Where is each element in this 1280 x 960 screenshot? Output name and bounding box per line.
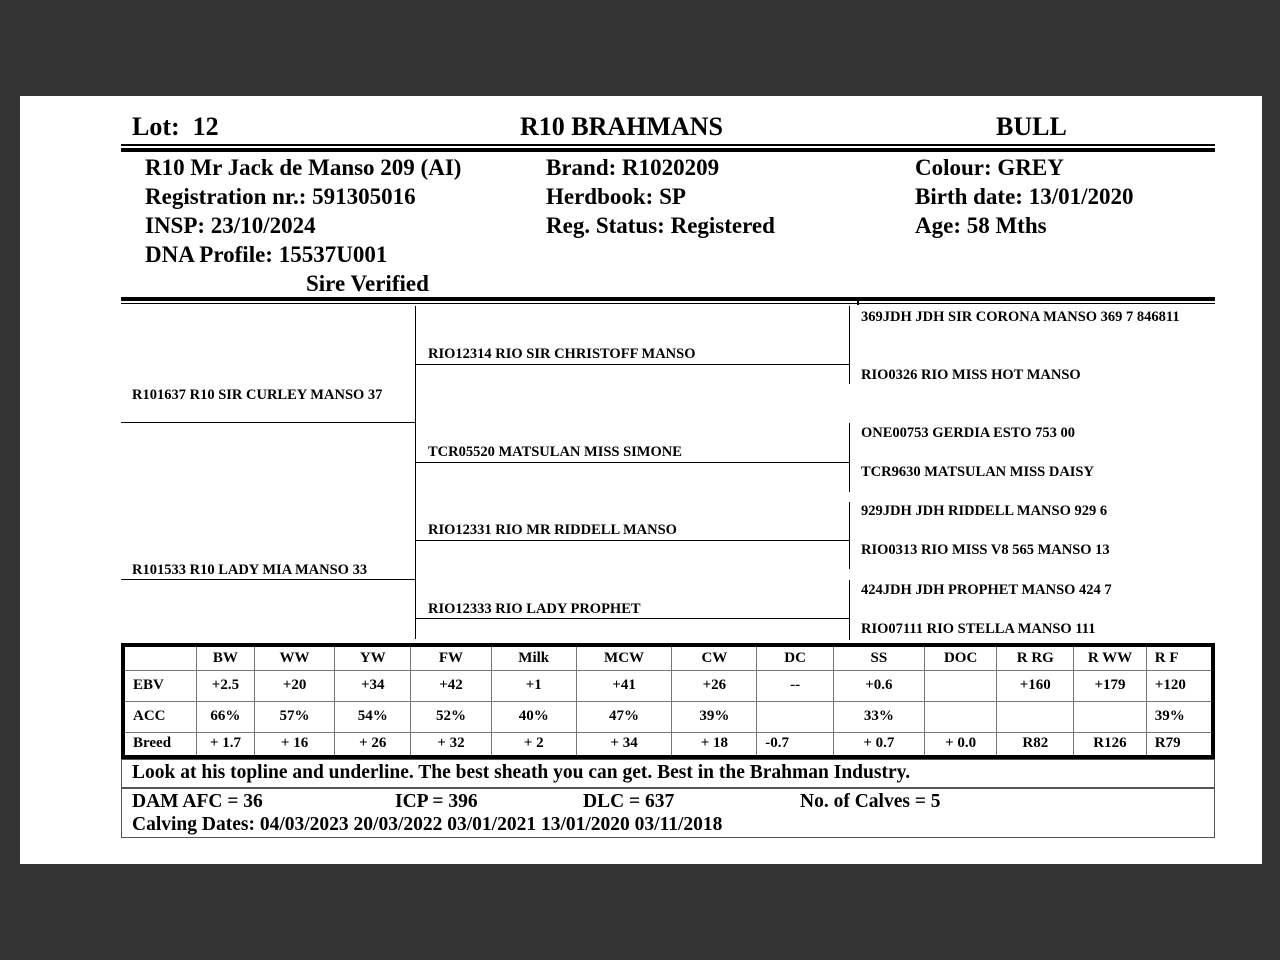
ggp-bracket-2	[849, 423, 850, 492]
header-cell	[123, 645, 197, 670]
table-cell: +20	[254, 670, 335, 701]
ggp-6: RIO0313 RIO MISS V8 565 MANSO 13	[861, 542, 1110, 558]
table-cell: +26	[672, 670, 757, 701]
ggp-4: TCR9630 MATSULAN MISS DAISY	[861, 464, 1094, 480]
table-cell: + 16	[254, 732, 335, 757]
calving-dates: Calving Dates: 04/03/2023 20/03/2022 03/01/2021 13/01/2020 03/11/2018	[132, 814, 723, 835]
table-cell: + 32	[411, 732, 492, 757]
sire-dam-name: TCR05520 MATSULAN MISS SIMONE	[428, 444, 682, 460]
insp-date: INSP: 23/10/2024	[145, 213, 316, 238]
lot-label: Lot: 12	[132, 112, 219, 141]
header-rule-thick	[121, 148, 1215, 152]
ggp-bracket-4	[849, 580, 850, 640]
sire-name: R101637 R10 SIR CURLEY MANSO 37	[132, 387, 383, 403]
dam-dam-line	[416, 618, 850, 619]
dam-dam-name: RIO12333 RIO LADY PROPHET	[428, 601, 641, 617]
table-cell: 40%	[491, 701, 576, 732]
info-rule-thick	[121, 297, 1215, 301]
header-cell: SS	[833, 645, 924, 670]
table-cell: -0.7	[757, 732, 834, 757]
brand: Brand: R1020209	[546, 155, 720, 180]
table-cell: +34	[335, 670, 411, 701]
comment-box	[121, 759, 1215, 788]
ggp-2: RIO0326 RIO MISS HOT MANSO	[861, 367, 1081, 383]
number-of-calves: No. of Calves = 5	[800, 791, 941, 812]
header-cell: DC	[757, 645, 834, 670]
table-cell: +160	[997, 670, 1074, 701]
table-cell: + 1.7	[197, 732, 255, 757]
table-cell	[997, 701, 1074, 732]
ggp-bracket-3	[849, 502, 850, 569]
header-cell: CW	[672, 645, 757, 670]
table-cell: R82	[997, 732, 1074, 757]
reg-status: Reg. Status: Registered	[546, 213, 775, 238]
row-label: Breed	[123, 732, 197, 757]
sire-sire-name: RIO12314 RIO SIR CHRISTOFF MANSO	[428, 346, 696, 362]
age: Age: 58 Mths	[915, 213, 1047, 238]
header-cell: WW	[254, 645, 335, 670]
icp: ICP = 396	[395, 791, 478, 812]
birth-date: Birth date: 13/01/2020	[915, 184, 1134, 209]
sire-sire-line	[416, 364, 850, 365]
row-label: ACC	[123, 701, 197, 732]
pedigree-divider-1	[415, 306, 416, 639]
table-cell: 52%	[411, 701, 492, 732]
info-rule	[121, 303, 1215, 304]
dam-line	[121, 579, 416, 580]
breed-row	[123, 732, 1213, 757]
ebv-header-row	[123, 645, 1213, 670]
header-cell: FW	[411, 645, 492, 670]
table-cell: + 0.0	[924, 732, 997, 757]
table-cell: 54%	[335, 701, 411, 732]
ggp-3: ONE00753 GERDIA ESTO 753 00	[861, 425, 1076, 441]
table-cell: 66%	[197, 701, 255, 732]
table-cell: +120	[1146, 670, 1213, 701]
header-rule	[121, 144, 1215, 146]
table-cell: + 34	[576, 732, 672, 757]
table-cell: + 2	[491, 732, 576, 757]
table-cell: + 0.7	[833, 732, 924, 757]
lot-number: 12	[192, 112, 219, 141]
acc-row	[123, 701, 1213, 732]
table-cell: +2.5	[197, 670, 255, 701]
dam-sire-name: RIO12331 RIO MR RIDDELL MANSO	[428, 522, 677, 538]
table-cell	[757, 701, 834, 732]
ebv-row	[123, 670, 1213, 701]
table-cell: +41	[576, 670, 672, 701]
ggp-8: RIO07111 RIO STELLA MANSO 111	[861, 621, 1096, 637]
header-cell: YW	[335, 645, 411, 670]
table-cell: --	[757, 670, 834, 701]
table-cell: 33%	[833, 701, 924, 732]
sire-verified: Sire Verified	[306, 271, 429, 296]
header-cell: R WW	[1074, 645, 1147, 670]
table-cell: +0.6	[833, 670, 924, 701]
sire-dam-line	[416, 462, 850, 463]
table-cell: 39%	[672, 701, 757, 732]
dlc: DLC = 637	[583, 791, 675, 812]
header-cell: MCW	[576, 645, 672, 670]
herdbook: Herdbook: SP	[546, 184, 686, 209]
header-cell: BW	[197, 645, 255, 670]
table-cell: R79	[1146, 732, 1213, 757]
table-cell: + 18	[672, 732, 757, 757]
sire-line	[121, 422, 416, 423]
table-cell	[1074, 701, 1147, 732]
header-cell: Milk	[491, 645, 576, 670]
top-tick	[857, 297, 859, 305]
table-cell: R126	[1074, 732, 1147, 757]
table-cell	[924, 670, 997, 701]
dna-profile: DNA Profile: 15537U001	[145, 242, 388, 267]
stats-box	[121, 788, 1215, 838]
header-cell: R F	[1146, 645, 1213, 670]
dam-name: R101533 R10 LADY MIA MANSO 33	[132, 562, 368, 578]
breeder-name: R10 BRAHMANS	[520, 112, 723, 141]
ggp-5: 929JDH JDH RIDDELL MANSO 929 6	[861, 503, 1108, 519]
table-cell: +1	[491, 670, 576, 701]
table-cell: 57%	[254, 701, 335, 732]
table-cell: 39%	[1146, 701, 1213, 732]
table-cell: + 26	[335, 732, 411, 757]
colour: Colour: GREY	[915, 155, 1064, 180]
animal-name: R10 Mr Jack de Manso 209 (AI)	[145, 155, 462, 180]
ebv-table	[121, 643, 1215, 759]
ggp-1: 369JDH JDH SIR CORONA MANSO 369 7 846811	[861, 309, 1180, 325]
ggp-7: 424JDH JDH PROPHET MANSO 424 7	[861, 582, 1112, 598]
row-label: EBV	[123, 670, 197, 701]
ggp-bracket-1	[849, 306, 850, 384]
header-cell: R RG	[997, 645, 1074, 670]
table-cell: +42	[411, 670, 492, 701]
table-cell: 47%	[576, 701, 672, 732]
animal-sex: BULL	[996, 112, 1067, 141]
dam-afc: DAM AFC = 36	[132, 791, 263, 812]
comment-text: Look at his topline and underline. The best sheath you can get. Best in the Brahman Industry.	[132, 762, 911, 783]
table-cell: +179	[1074, 670, 1147, 701]
registration-number: Registration nr.: 591305016	[145, 184, 416, 209]
dam-sire-line	[416, 540, 850, 541]
header-cell: DOC	[924, 645, 997, 670]
table-cell	[924, 701, 997, 732]
